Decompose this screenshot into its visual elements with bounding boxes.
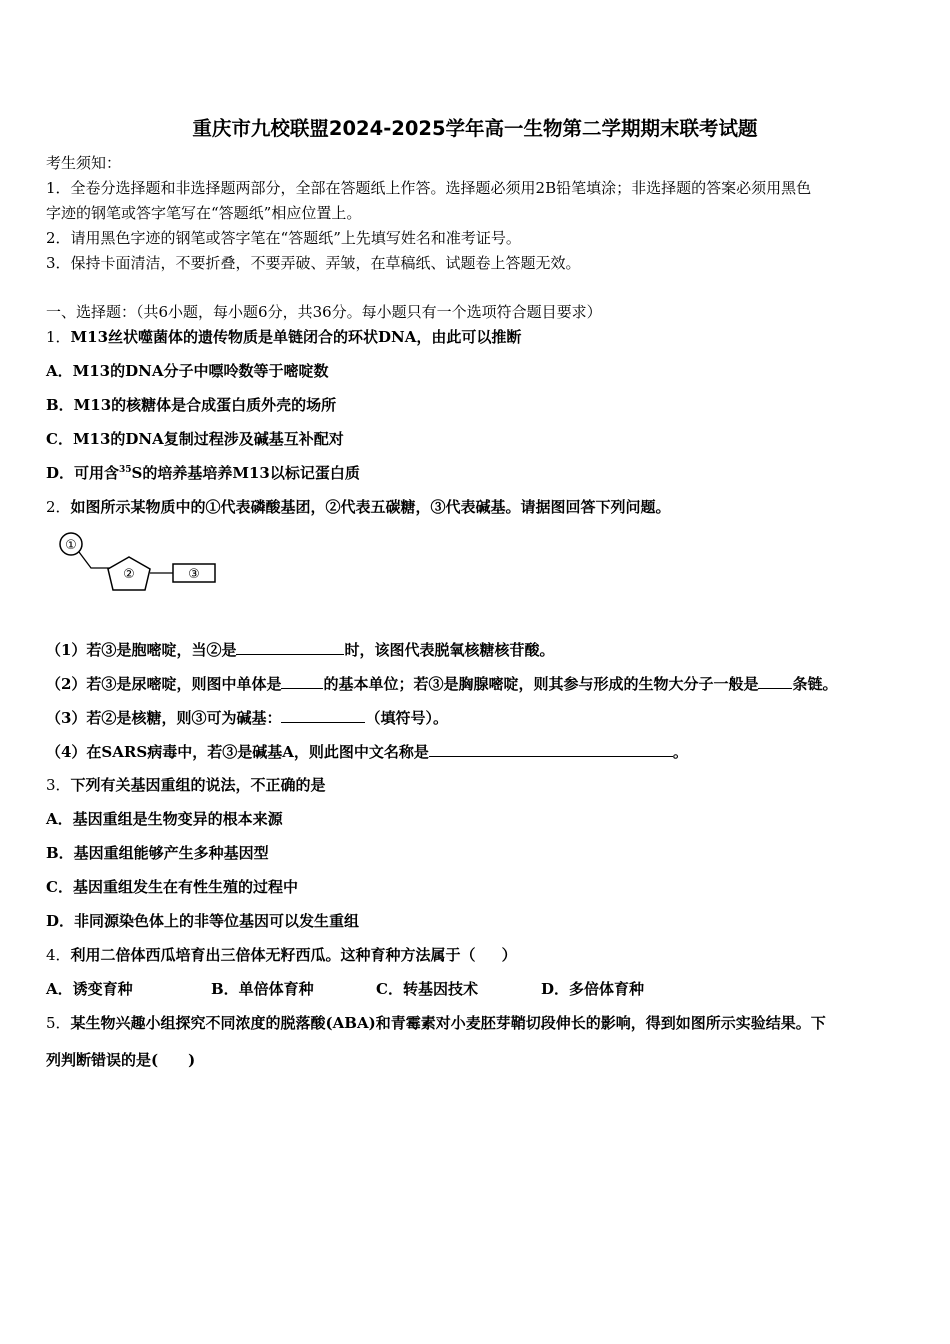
exam-title: 重庆市九校联盟2024-2025学年高一生物第二学期期末联考试题 xyxy=(192,117,758,140)
q1-option-a: A．M13的DNA分子中嘌呤数等于嘧啶数 xyxy=(46,362,329,380)
q3-stem xyxy=(46,775,326,795)
q2-part-4-post: 。 xyxy=(672,743,688,761)
q5-stem-line-1 xyxy=(46,1013,826,1033)
q3-option-d: D．非同源染色体上的非等位基因可以发生重组 xyxy=(46,912,360,930)
q2-part-1-pre: （1）若③是胞嘧啶，当②是 xyxy=(46,641,237,659)
q2-part-4-pre: （4）在SARS病毒中，若③是碱基A，则此图中文名称是 xyxy=(46,743,429,761)
q1-option-d-pre: D．可用含 xyxy=(46,464,120,482)
q4-option-d: D．多倍体育种 xyxy=(541,980,645,998)
q2-stem-text: 如图所示某物质中的①代表磷酸基团，②代表五碳糖，③代表碱基。请据图回答下列问题。 xyxy=(70,498,671,516)
q3-stem-text: 下列有关基因重组的说法，不正确的是 xyxy=(70,776,326,794)
q2-part-3 xyxy=(46,707,448,728)
q5-stem-text-1: 某生物兴趣小组探究不同浓度的脱落酸(ABA)和青霉素对小麦胚芽鞘切段伸长的影响，得到如图所示实验结果。下 xyxy=(70,1014,826,1032)
q2-part-2 xyxy=(46,673,837,694)
q1-option-d-post: S的培养基培养M13以标记蛋白质 xyxy=(131,464,360,482)
q1-number: 1． xyxy=(46,328,71,346)
q2-part-4 xyxy=(46,741,688,762)
notice-item-1-cont: 字迹的钢笔或答字笔写在“答题纸”相应位置上。 xyxy=(46,204,362,222)
q1-option-d-sup: 35 xyxy=(119,465,132,475)
phosphate-bond-line xyxy=(79,552,110,568)
q2-part-2-mid: 的基本单位；若③是胸腺嘧啶，则其参与形成的生物大分子一般是 xyxy=(323,675,759,693)
q5-stem-line-2 xyxy=(46,1050,195,1070)
q2-blank-1[interactable] xyxy=(236,639,344,655)
q3-option-a: A．基因重组是生物变异的根本来源 xyxy=(46,810,283,828)
q1-stem xyxy=(46,327,521,347)
q2-blank-3[interactable] xyxy=(758,673,792,689)
q2-part-3-post: （填符号）。 xyxy=(365,709,448,727)
q2-number: 2． xyxy=(46,498,71,516)
q5-stem-text-2: 列判断错误的是( xyxy=(46,1051,159,1069)
q4-option-a: A．诱变育种 xyxy=(46,980,133,998)
q3-option-c: C．基因重组发生在有性生殖的过程中 xyxy=(46,878,298,896)
q2-part-2-pre: （2）若③是尿嘧啶，则图中单体是 xyxy=(46,675,282,693)
q1-option-b: B．M13的核糖体是合成蛋白质外壳的场所 xyxy=(46,396,337,414)
section-heading: 一、选择题：（共6小题，每小题6分，共36分。每小题只有一个选项符合题目要求） xyxy=(46,303,602,321)
nucleotide-diagram xyxy=(52,530,222,594)
q4-stem-pre: 利用二倍体西瓜培育出三倍体无籽西瓜。这种育种方法属于（ xyxy=(70,946,476,964)
q2-blank-5[interactable] xyxy=(429,741,673,757)
q4-stem xyxy=(46,945,517,965)
notice-item-2: 2．请用黑色字迹的钢笔或答字笔在“答题纸”上先填写姓名和准考证号。 xyxy=(46,229,521,247)
q2-stem xyxy=(46,497,671,517)
q2-part-3-pre: （3）若②是核糖，则③可为碱基： xyxy=(46,709,282,727)
q2-part-2-post: 条链。 xyxy=(792,675,838,693)
q5-stem-text-2-post: ) xyxy=(188,1051,196,1069)
q2-part-1-post: 时，该图代表脱氧核糖核苷酸。 xyxy=(344,641,555,659)
q3-number: 3． xyxy=(46,776,71,794)
diagram-label-3: ③ xyxy=(188,567,200,582)
q4-option-c: C．转基因技术 xyxy=(376,980,478,998)
q4-option-b: B．单倍体育种 xyxy=(211,980,314,998)
q1-option-c: C．M13的DNA复制过程涉及碱基互补配对 xyxy=(46,430,344,448)
q2-blank-4[interactable] xyxy=(281,707,365,723)
diagram-label-1: ① xyxy=(65,538,77,553)
notice-item-1: 1．全卷分选择题和非选择题两部分，全部在答题纸上作答。选择题必须用2B铅笔填涂；非选择题的答案必须用黑色 xyxy=(46,179,812,197)
notice-heading: 考生须知： xyxy=(46,154,122,172)
q4-options xyxy=(46,979,644,999)
diagram-label-2: ② xyxy=(123,567,135,582)
q1-stem-text: M13丝状噬菌体的遗传物质是单链闭合的环状DNA，由此可以推断 xyxy=(70,328,522,346)
q4-number: 4． xyxy=(46,946,71,964)
q2-blank-2[interactable] xyxy=(281,673,323,689)
q2-part-1 xyxy=(46,639,554,660)
q4-stem-post: ） xyxy=(501,946,517,964)
notice-item-3: 3．保持卡面清洁，不要折叠，不要弄破、弄皱，在草稿纸、试题卷上答题无效。 xyxy=(46,254,581,272)
q5-number: 5． xyxy=(46,1014,71,1032)
q1-option-d xyxy=(46,463,360,483)
q3-option-b: B．基因重组能够产生多种基因型 xyxy=(46,844,269,862)
